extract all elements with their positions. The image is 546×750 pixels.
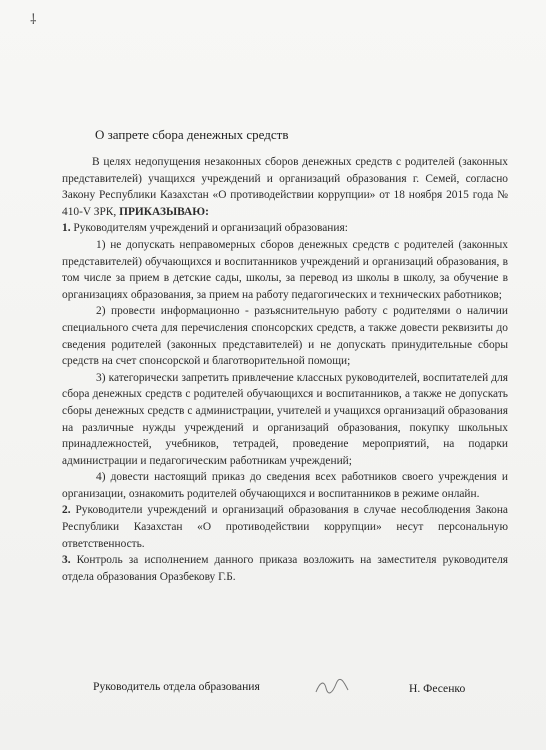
signature-scribble xyxy=(312,676,352,698)
item-2-text: Руководители учреждений и организаций образования в случае несоблюдения Закона Республики Казахстан «О противодействии коррупции» несут персональную ответственность. xyxy=(62,504,508,550)
item-3-text: Контроль за исполнением данного приказа возложить на заместителя руководителя отдела образования Оразбекову Г.Б. xyxy=(62,554,508,583)
preamble-text: В целях недопущения незаконных сборов денежных средств с родителей (законных представителей) учащихся учреждений и организаций образования г. Семей, согласно Закону Республики Казахстан «О противодействии коррупции» от 18 ноября 2015 года № 410-V ЗРК, xyxy=(62,156,508,218)
corner-mark: ⸸ xyxy=(30,13,37,28)
document-body xyxy=(62,154,508,585)
item-3 xyxy=(62,552,508,585)
subitem-3: 3) категорически запретить привлечение классных руководителей, воспитателей для сбора денежных средств с родителей обучающихся и воспитанников, а также не допускать сборы денежных средств с администрации, учителей и учащихся организаций образования на различные нужды учреждений и организаций образования, покупку школьных принадлежностей, учебников, тетрадей, проведение мероприятий, на подарки администрации и педагогическим работникам учреждений; xyxy=(62,371,508,467)
item-2 xyxy=(62,502,508,552)
signature-role: Руководитель отдела образования xyxy=(93,680,260,693)
subitem-2: 2) провести информационно - разъяснительную работу с родителями о наличии специального счета для перечисления спонсорских средств, а также довести реквизиты до сведения родителей (законных представителей) и не допускать принудительные сборы средств на счет спонсорской и благотворительной помощи; xyxy=(62,305,508,368)
order-word: ПРИКАЗЫВАЮ: xyxy=(119,205,209,218)
item-1-text: Руководителям учреждений и организаций образования: xyxy=(73,222,348,235)
document-title: О запрете сбора денежных средств xyxy=(95,127,289,142)
item-3-number: 3. xyxy=(62,554,71,567)
subitem-4: 4) довести настоящий приказ до сведения всех работников своего учреждения и организации, ознакомить родителей обучающихся и воспитанников в режиме онлайн. xyxy=(62,471,508,500)
subitem-1: 1) не допускать неправомерных сборов денежных средств с родителей (законных представителей) обучающихся и воспитанников учреждений и организаций образования, в том числе за прием в детские сады, школы, за перевод из школы в школу, за обучение в организациях образования, за прием на работу педагогических и технических работников; xyxy=(62,238,508,301)
item-2-number: 2. xyxy=(62,504,71,517)
item-1 xyxy=(62,220,508,237)
item-1-number: 1. xyxy=(62,222,71,235)
signature-name: Н. Фесенко xyxy=(409,682,466,695)
preamble xyxy=(62,154,508,220)
